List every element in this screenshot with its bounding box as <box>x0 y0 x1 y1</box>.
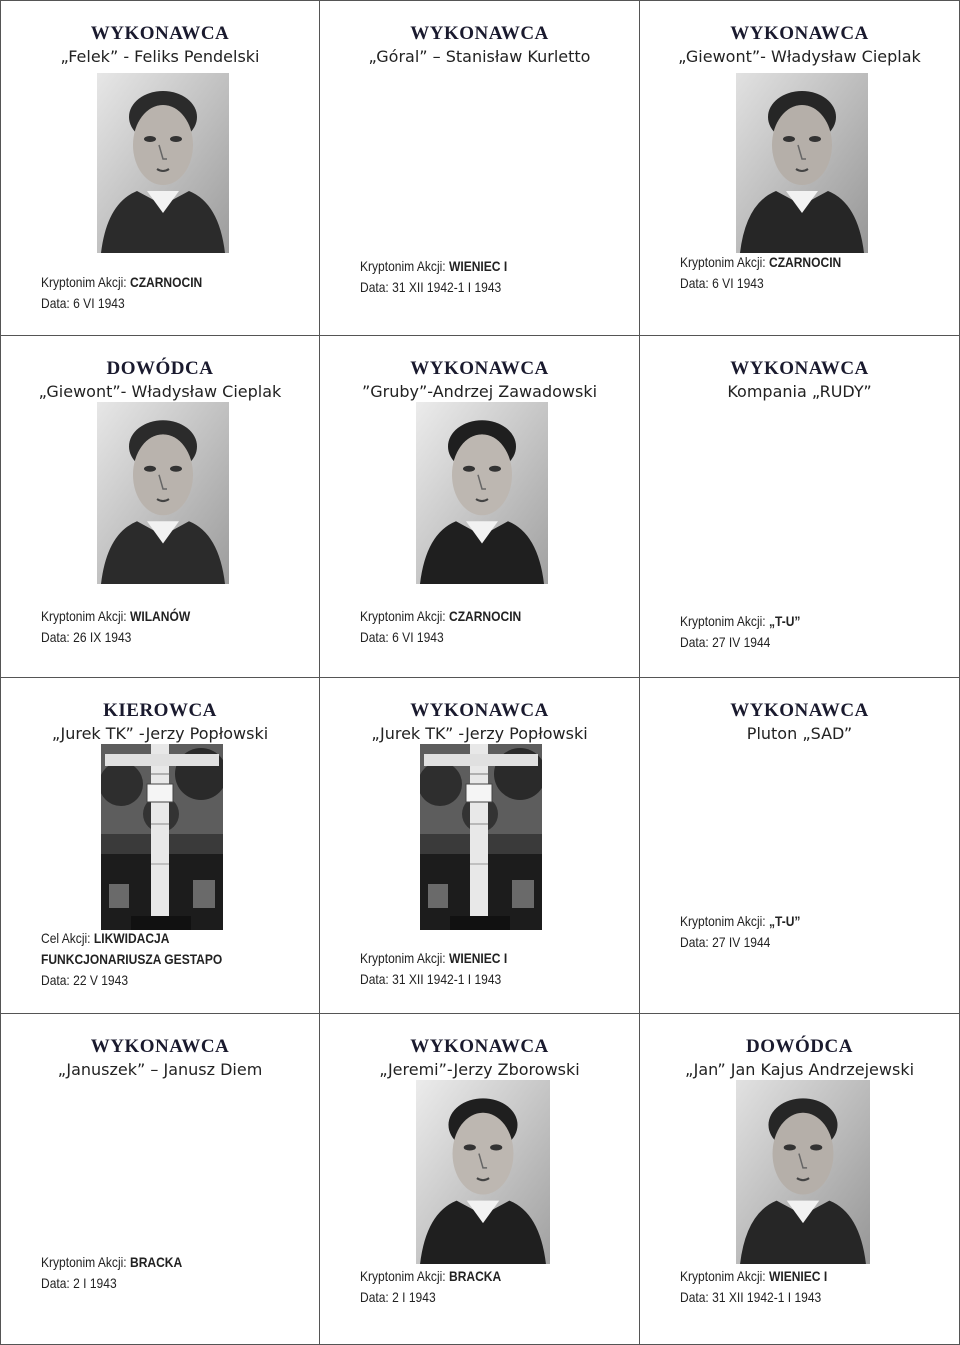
action-line <box>680 611 800 632</box>
action-value: BRACKA <box>129 1254 183 1270</box>
person-card <box>320 336 640 678</box>
person-card <box>320 1014 640 1345</box>
card-name: Pluton „SAD” <box>746 724 853 743</box>
card-info <box>41 272 202 314</box>
card-info <box>41 1252 182 1294</box>
action-date: Data: 2 I 1943 <box>360 1289 436 1305</box>
card-info <box>680 611 800 653</box>
action-value: BRACKA <box>448 1268 502 1284</box>
person-card <box>0 678 320 1014</box>
person-card <box>320 0 640 336</box>
portrait-photo <box>736 73 868 253</box>
card-role: DOWÓDCA <box>106 358 214 379</box>
action-label: Kryptonim Akcji: <box>680 913 766 929</box>
action-value: „T-U” <box>768 913 801 929</box>
action-line <box>41 928 222 949</box>
action-value: WIENIEC I <box>768 1268 828 1284</box>
card-name: „Giewont”- Władysław Cieplak <box>678 47 921 66</box>
card-info <box>360 948 507 990</box>
action-value: CZARNOCIN <box>448 608 522 624</box>
action-value: CZARNOCIN <box>129 274 203 290</box>
card-info <box>360 606 521 648</box>
person-card <box>0 336 320 678</box>
action-line <box>360 948 507 969</box>
portrait-photo <box>416 402 548 584</box>
action-date: Data: 6 VI 1943 <box>360 629 444 645</box>
action-label: Kryptonim Akcji: <box>360 258 446 274</box>
action-value: CZARNOCIN <box>768 254 842 270</box>
action-line <box>360 606 521 627</box>
action-date: Data: 6 VI 1943 <box>680 275 764 291</box>
card-role: WYKONAWCA <box>410 1036 549 1057</box>
card-name: „Felek” - Feliks Pendelski <box>60 47 260 66</box>
action-date: Data: 31 XII 1942-1 I 1943 <box>360 279 502 295</box>
action-label: Kryptonim Akcji: <box>360 950 446 966</box>
card-info <box>680 1266 827 1308</box>
card-name: „Jeremi”-Jerzy Zborowski <box>379 1060 580 1079</box>
card-name: „Januszek” – Janusz Diem <box>57 1060 263 1079</box>
portrait-photo <box>416 1080 550 1264</box>
action-line <box>41 606 190 627</box>
card-name: „Jurek TK” -Jerzy Popłowski <box>51 724 269 743</box>
card-role: DOWÓDCA <box>746 1036 853 1057</box>
card-name: ”Gruby”-Andrzej Zawadowski <box>361 382 598 401</box>
action-value: „T-U” <box>768 613 801 629</box>
card-info <box>680 252 841 294</box>
card-info <box>41 606 190 648</box>
card-info <box>360 256 507 298</box>
portrait-photo <box>736 1080 870 1264</box>
action-line <box>680 252 841 273</box>
action-label: Kryptonim Akcji: <box>360 1268 446 1284</box>
card-role: WYKONAWCA <box>410 700 549 721</box>
action-label: Kryptonim Akcji: <box>680 254 766 270</box>
action-date: Data: 31 XII 1942-1 I 1943 <box>360 971 502 987</box>
card-role: WYKONAWCA <box>730 358 869 379</box>
card-name: Kompania „RUDY” <box>727 382 872 401</box>
card-info <box>680 911 800 953</box>
person-card <box>640 0 960 336</box>
card-name: „Góral” – Stanisław Kurletto <box>368 47 591 66</box>
portrait-photo <box>97 402 229 584</box>
action-label: Kryptonim Akcji: <box>680 613 766 629</box>
card-name: „Giewont”- Władysław Cieplak <box>38 382 282 401</box>
card-info <box>360 1266 501 1308</box>
card-role: WYKONAWCA <box>90 1036 230 1057</box>
person-card <box>640 336 960 678</box>
grave-photo <box>420 744 542 930</box>
action-date: Data: 22 V 1943 <box>41 972 129 988</box>
card-role: WYKONAWCA <box>410 358 549 379</box>
action-label: Kryptonim Akcji: <box>41 274 127 290</box>
action-value-continued: FUNKCJONARIUSZA GESTAPO <box>41 951 223 967</box>
action-date: Data: 6 VI 1943 <box>41 295 125 311</box>
action-value: LIKWIDACJA <box>93 930 170 946</box>
action-line <box>360 1266 501 1287</box>
card-info <box>41 928 222 991</box>
card-role: WYKONAWCA <box>90 23 230 44</box>
card-name: „Jurek TK” -Jerzy Popłowski <box>371 724 588 743</box>
action-line <box>680 911 800 932</box>
person-card <box>640 678 960 1014</box>
card-role: WYKONAWCA <box>730 700 869 721</box>
action-value: WIENIEC I <box>448 258 508 274</box>
action-label: Kryptonim Akcji: <box>360 608 446 624</box>
card-role: KIEROWCA <box>103 700 217 721</box>
card-role: WYKONAWCA <box>730 23 869 44</box>
action-label: Cel Akcji: <box>41 930 91 946</box>
action-line <box>41 1252 182 1273</box>
action-value: WIENIEC I <box>448 950 508 966</box>
action-line <box>680 1266 827 1287</box>
card-role: WYKONAWCA <box>410 23 549 44</box>
action-line <box>360 256 507 277</box>
action-line <box>41 272 202 293</box>
action-label: Kryptonim Akcji: <box>680 1268 766 1284</box>
person-card <box>320 678 640 1014</box>
action-date: Data: 2 I 1943 <box>41 1275 117 1291</box>
action-label: Kryptonim Akcji: <box>41 608 127 624</box>
action-value: WILANÓW <box>129 608 191 624</box>
action-date: Data: 27 IV 1944 <box>680 634 771 650</box>
person-card <box>0 0 320 336</box>
portrait-photo <box>97 73 229 253</box>
action-date: Data: 27 IV 1944 <box>680 934 771 950</box>
action-date: Data: 26 IX 1943 <box>41 629 132 645</box>
grave-photo <box>101 744 223 930</box>
card-name: „Jan” Jan Kajus Andrzejewski <box>684 1060 915 1079</box>
action-label: Kryptonim Akcji: <box>41 1254 127 1270</box>
action-date: Data: 31 XII 1942-1 I 1943 <box>680 1289 822 1305</box>
person-card <box>640 1014 960 1345</box>
person-card <box>0 1014 320 1345</box>
